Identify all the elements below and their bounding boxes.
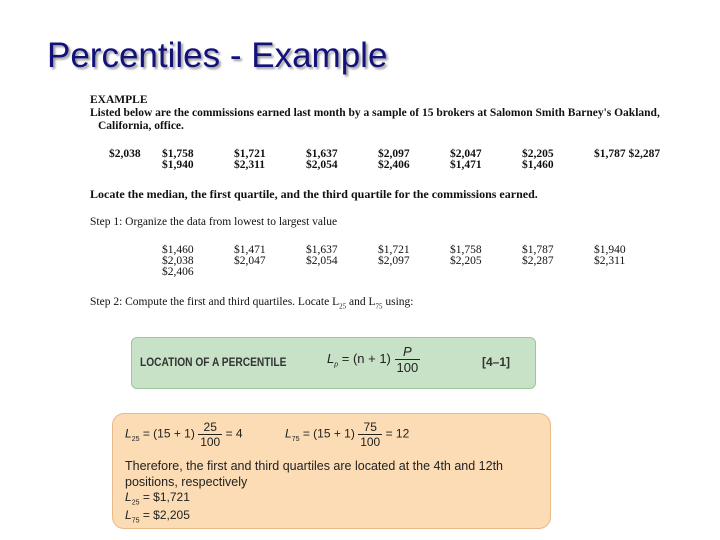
step1-text: Step 1: Organize the data from lowest to largest value (90, 216, 338, 228)
task-statement: Locate the median, the first quartile, and the third quartile for the commissions earned. (90, 187, 538, 201)
raw-data-cell: $2,038 (109, 148, 141, 160)
example-intro (90, 94, 660, 133)
quartile-result-box (112, 413, 551, 529)
raw-data-cell: $1,787 $2,287 (594, 148, 661, 160)
example-description-line2: California, office. (98, 120, 184, 132)
percentile-formula: $L_p = (n + 1)$ $\frac{P}{100}$ (327, 344, 419, 375)
l25-calculation: $L_{25} = (15 + 1)$ $\frac{25}{100}$ = 4 (125, 420, 243, 449)
step2-text: Step 2: Compute the first and third quartiles. Locate $L_{25}$ and $L_{75}$ using: (90, 296, 414, 311)
sorted-data-cell: $1,940 $2,311 (594, 244, 626, 267)
l75-result: $L_{75}$ = $2,205 (125, 508, 190, 525)
raw-data-cell: $1,637 $2,054 (306, 148, 338, 171)
raw-data-cell: $1,721 $2,311 (234, 148, 266, 171)
page-title: Percentiles - Example (47, 36, 388, 75)
percentile-location-formula-box (131, 337, 536, 389)
example-heading: EXAMPLE (90, 94, 148, 106)
raw-data-cell: $2,205 $1,460 (522, 148, 554, 171)
sorted-data-cell: $1,471 $2,047 (234, 244, 266, 267)
raw-data-cell: $2,097 $2,406 (378, 148, 410, 171)
equation-number: [4–1] (482, 355, 511, 369)
sorted-data-cell: $1,637 $2,054 (306, 244, 338, 267)
example-description-line1: Listed below are the commissions earned last month by a sample of 15 brokers at Salomon Smith Barney's Oakland, (90, 107, 660, 119)
raw-data-cell: $1,758 $1,940 (162, 148, 194, 171)
raw-data-cell: $2,047 $1,471 (450, 148, 482, 171)
l25-result: $L_{25}$ = $1,721 (125, 490, 190, 507)
sorted-data-cell: $1,460 $2,038 $2,406 (162, 244, 194, 278)
sorted-data-cell: $1,758 $2,205 (450, 244, 482, 267)
formula-label: LOCATION OF A PERCENTILE (140, 355, 287, 369)
quartile-conclusion: Therefore, the first and third quartiles are located at the 4th and 12th positions, respectively (125, 459, 504, 489)
sorted-data-cell: $1,721 $2,097 (378, 244, 410, 267)
sorted-data-cell: $1,787 $2,287 (522, 244, 554, 267)
formula-fraction: $\frac{P}{100}$ (396, 344, 419, 375)
l75-calculation: $L_{75} = (15 + 1)$ $\frac{75}{100}$ = 12 (285, 420, 410, 449)
